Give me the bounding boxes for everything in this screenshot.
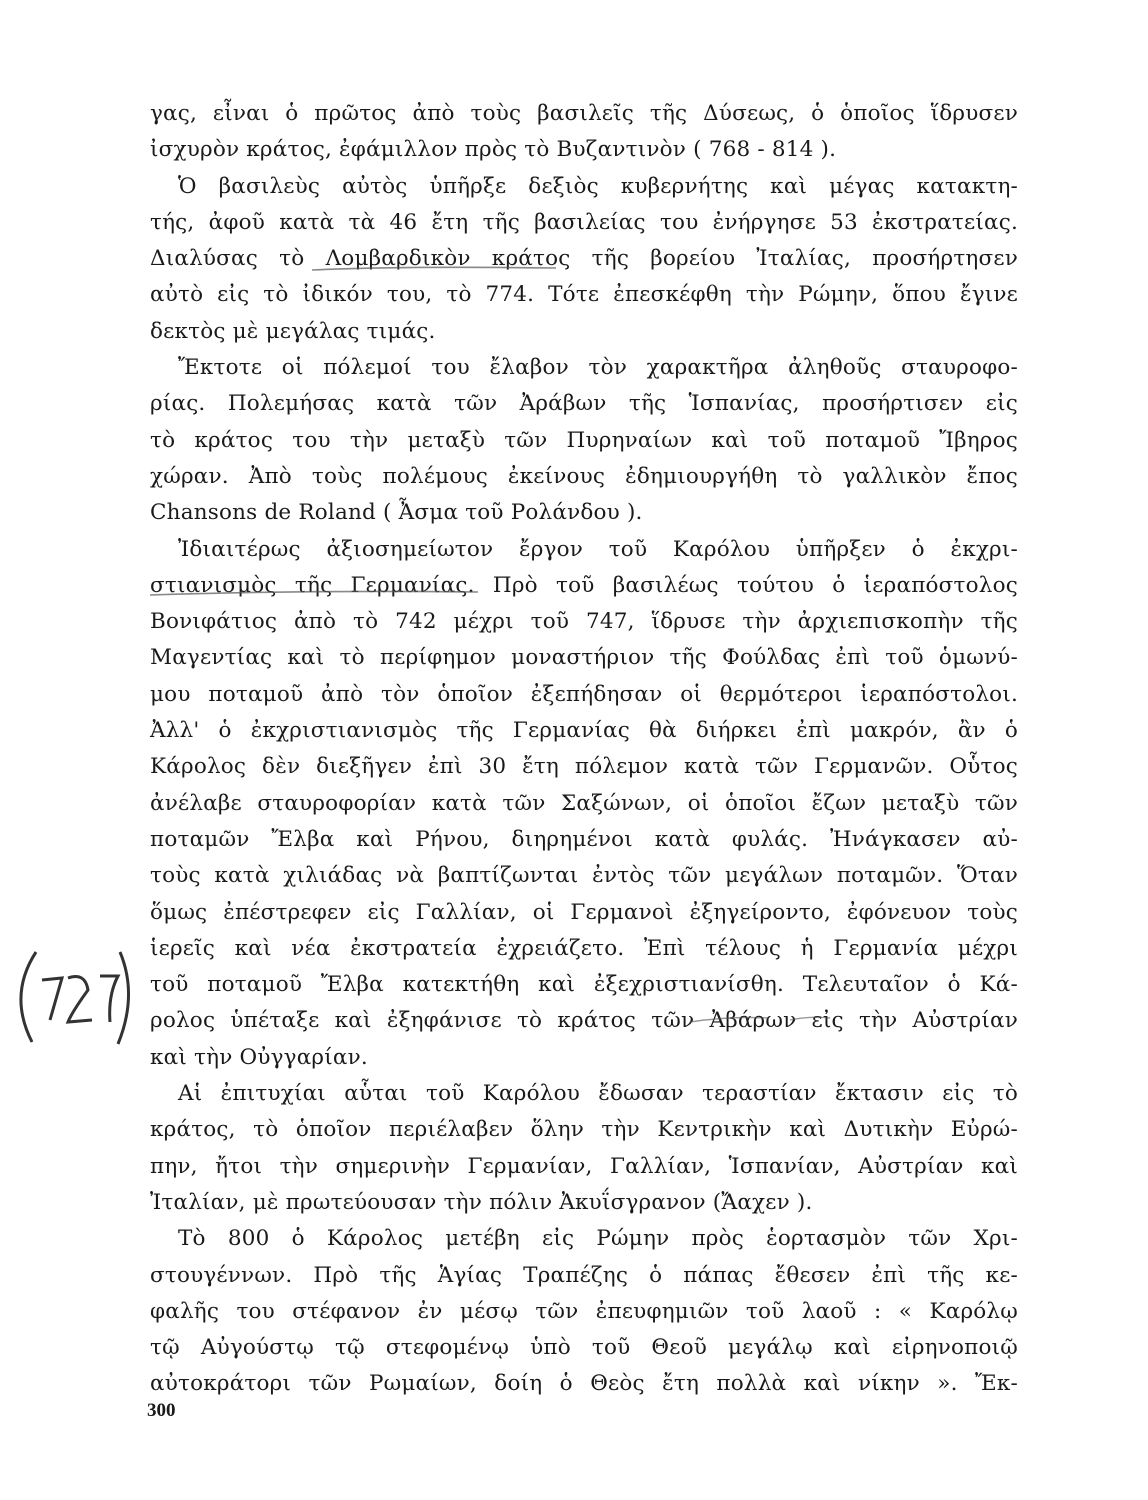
text-line: τής, ἀφοῦ κατὰ τὰ 46 ἔτη τῆς βασιλείας του ἐνήργησε 53 ἐκστρατείας. bbox=[150, 209, 1018, 235]
text-line: Αἱ ἐπιτυχίαι αὗται τοῦ Καρόλου ἔδωσαν τεραστίαν ἔκτασιν εἰς τὸ bbox=[178, 1081, 1018, 1107]
text-line: Ἰταλίαν, μὲ πρωτεύουσαν τὴν πόλιν Ἀκυΐσγρανον (Ἄαχεν ). bbox=[150, 1189, 813, 1215]
text-line: Ἰδιαιτέρως ἀξιοσημείωτον ἔργον τοῦ Καρόλου ὑπῆρξεν ὁ ἐκχρι- bbox=[178, 536, 1018, 562]
page-number: 300 bbox=[147, 1400, 176, 1421]
text-line: καὶ τὴν Οὐγγαρίαν. bbox=[150, 1044, 368, 1070]
text-line: ρολος ὑπέταξε καὶ ἐξηφάνισε τὸ κράτος τῶν Ἀβάρων εἰς τὴν Αὐστρίαν bbox=[150, 1008, 1018, 1034]
text-line: πην, ἤτοι τὴν σημερινὴν Γερμανίαν, Γαλλίαν, Ἱσπανίαν, Αὐστρίαν καὶ bbox=[150, 1153, 1018, 1179]
text-line: στιανισμὸς τῆς Γερμανίας. Πρὸ τοῦ βασιλέως τούτου ὁ ἱεραπόστολος bbox=[150, 572, 1018, 598]
text-line: Μαγεντίας καὶ τὸ περίφημον μοναστήριον τῆς Φούλδας ἐπὶ τοῦ ὁμωνύ- bbox=[150, 645, 1018, 671]
text-line: Βονιφάτιος ἀπὸ τὸ 742 μέχρι τοῦ 747, ἵδρυσε τὴν ἀρχιεπισκοπὴν τῆς bbox=[150, 609, 1018, 635]
text-line: χώραν. Ἀπὸ τοὺς πολέμους ἐκείνους ἐδημιουργήθη τὸ γαλλικὸν ἔπος bbox=[150, 463, 1018, 489]
text-line: ὅμως ἐπέστρεφεν εἰς Γαλλίαν, οἱ Γερμανοὶ ἐξηγείροντο, ἐφόνευον τοὺς bbox=[150, 899, 1018, 925]
text-line: ρίας. Πολεμήσας κατὰ τῶν Ἀράβων τῆς Ἱσπανίας, προσήρτισεν εἰς bbox=[150, 391, 1018, 417]
text-line: τὸ κράτος του τὴν μεταξὺ τῶν Πυρηναίων καὶ τοῦ ποταμοῦ Ἴβηρος bbox=[150, 427, 1018, 453]
text-line: Ἀλλ' ὁ ἐκχριστιανισμὸς τῆς Γερμανίας θὰ διήρκει ἐπὶ μακρόν, ἂν ὁ bbox=[150, 718, 1018, 744]
text-line: Ὁ βασιλεὺς αὐτὸς ὑπῆρξε δεξιὸς κυβερνήτης καὶ μέγας κατακτη- bbox=[178, 173, 1018, 199]
text-line: ἀνέλαβε σταυροφορίαν κατὰ τῶν Σαξώνων, οἱ ὁποῖοι ἔζων μεταξὺ τῶν bbox=[150, 790, 1018, 816]
handwritten-margin-note bbox=[0, 940, 140, 1055]
text-line: Διαλύσας τὸ Λομβαρδικὸν κράτος τῆς βορείου Ἰταλίας, προσήρτησεν bbox=[150, 246, 1018, 272]
text-line: τῷ Αὐγούστῳ τῷ στεφομένῳ ὑπὸ τοῦ Θεοῦ μεγάλῳ καὶ εἰρηνοποιῷ bbox=[150, 1335, 1018, 1361]
text-line: τοῦ ποταμοῦ Ἔλβα κατεκτήθη καὶ ἐξεχριστιανίσθη. Τελευταῖον ὁ Κά- bbox=[150, 972, 1018, 998]
margin-note-drawing bbox=[0, 940, 140, 1055]
text-line: αὐτοκράτορι τῶν Ρωμαίων, δοίη ὁ Θεὸς ἔτη πολλὰ καὶ νίκην ». Ἔκ- bbox=[150, 1371, 1018, 1397]
text-line: ἱερεῖς καὶ νέα ἐκστρατεία ἐχρειάζετο. Ἐπὶ τέλους ἡ Γερμανία μέχρι bbox=[150, 935, 1018, 961]
text-line: γας, εἶναι ὁ πρῶτος ἀπὸ τοὺς βασιλεῖς τῆς Δύσεως, ὁ ὁποῖος ἵδρυσεν bbox=[150, 101, 1018, 126]
text-line: κράτος, τὸ ὁποῖον περιέλαβεν ὅλην τὴν Κεντρικὴν καὶ Δυτικὴν Εὐρώ- bbox=[150, 1117, 1018, 1143]
text-line: τοὺς κατὰ χιλιάδας νὰ βαπτίζωνται ἐντὸς τῶν μεγάλων ποταμῶν. Ὅταν bbox=[150, 863, 1018, 889]
text-line: Chansons de Roland ( Ἆσμα τοῦ Ρολάνδου ). bbox=[150, 500, 643, 526]
text-line: ἰσχυρὸν κράτος, ἐφάμιλλον πρὸς τὸ Βυζαντινὸν ( 768 - 814 ). bbox=[150, 137, 837, 163]
text-line: δεκτὸς μὲ μεγάλας τιμάς. bbox=[150, 318, 436, 344]
text-line: φαλῆς του στέφανον ἐν μέσῳ τῶν ἐπευφημιῶν τοῦ λαοῦ : « Καρόλῳ bbox=[150, 1298, 1018, 1324]
text-line: στουγέννων. Πρὸ τῆς Ἁγίας Τραπέζης ὁ πάπας ἔθεσεν ἐπὶ τῆς κε- bbox=[150, 1262, 1018, 1288]
text-line: αὐτὸ εἰς τὸ ἰδικόν του, τὸ 774. Τότε ἐπεσκέφθη τὴν Ρώμην, ὅπου ἔγινε bbox=[150, 282, 1018, 308]
text-line: Ἔκτοτε οἱ πόλεμοί του ἔλαβον τὸν χαρακτῆρα ἀληθοῦς σταυροφο- bbox=[178, 355, 1018, 381]
text-line: ποταμῶν Ἔλβα καὶ Ρήνου, διηρημένοι κατὰ φυλάς. Ἠνάγκασεν αὐ- bbox=[150, 826, 1018, 852]
text-line: μου ποταμοῦ ἀπὸ τὸν ὁποῖον ἐξεπήδησαν οἱ θερμότεροι ἱεραπόστολοι. bbox=[150, 681, 1018, 707]
text-line: Τὸ 800 ὁ Κάρολος μετέβη εἰς Ρώμην πρὸς ἑορτασμὸν τῶν Χρι- bbox=[178, 1226, 1018, 1252]
text-line: Κάρολος δὲν διεξῆγεν ἐπὶ 30 ἔτη πόλεμον κατὰ τῶν Γερμανῶν. Οὗτος bbox=[150, 754, 1018, 780]
margin-note-text bbox=[0, 940, 3, 941]
